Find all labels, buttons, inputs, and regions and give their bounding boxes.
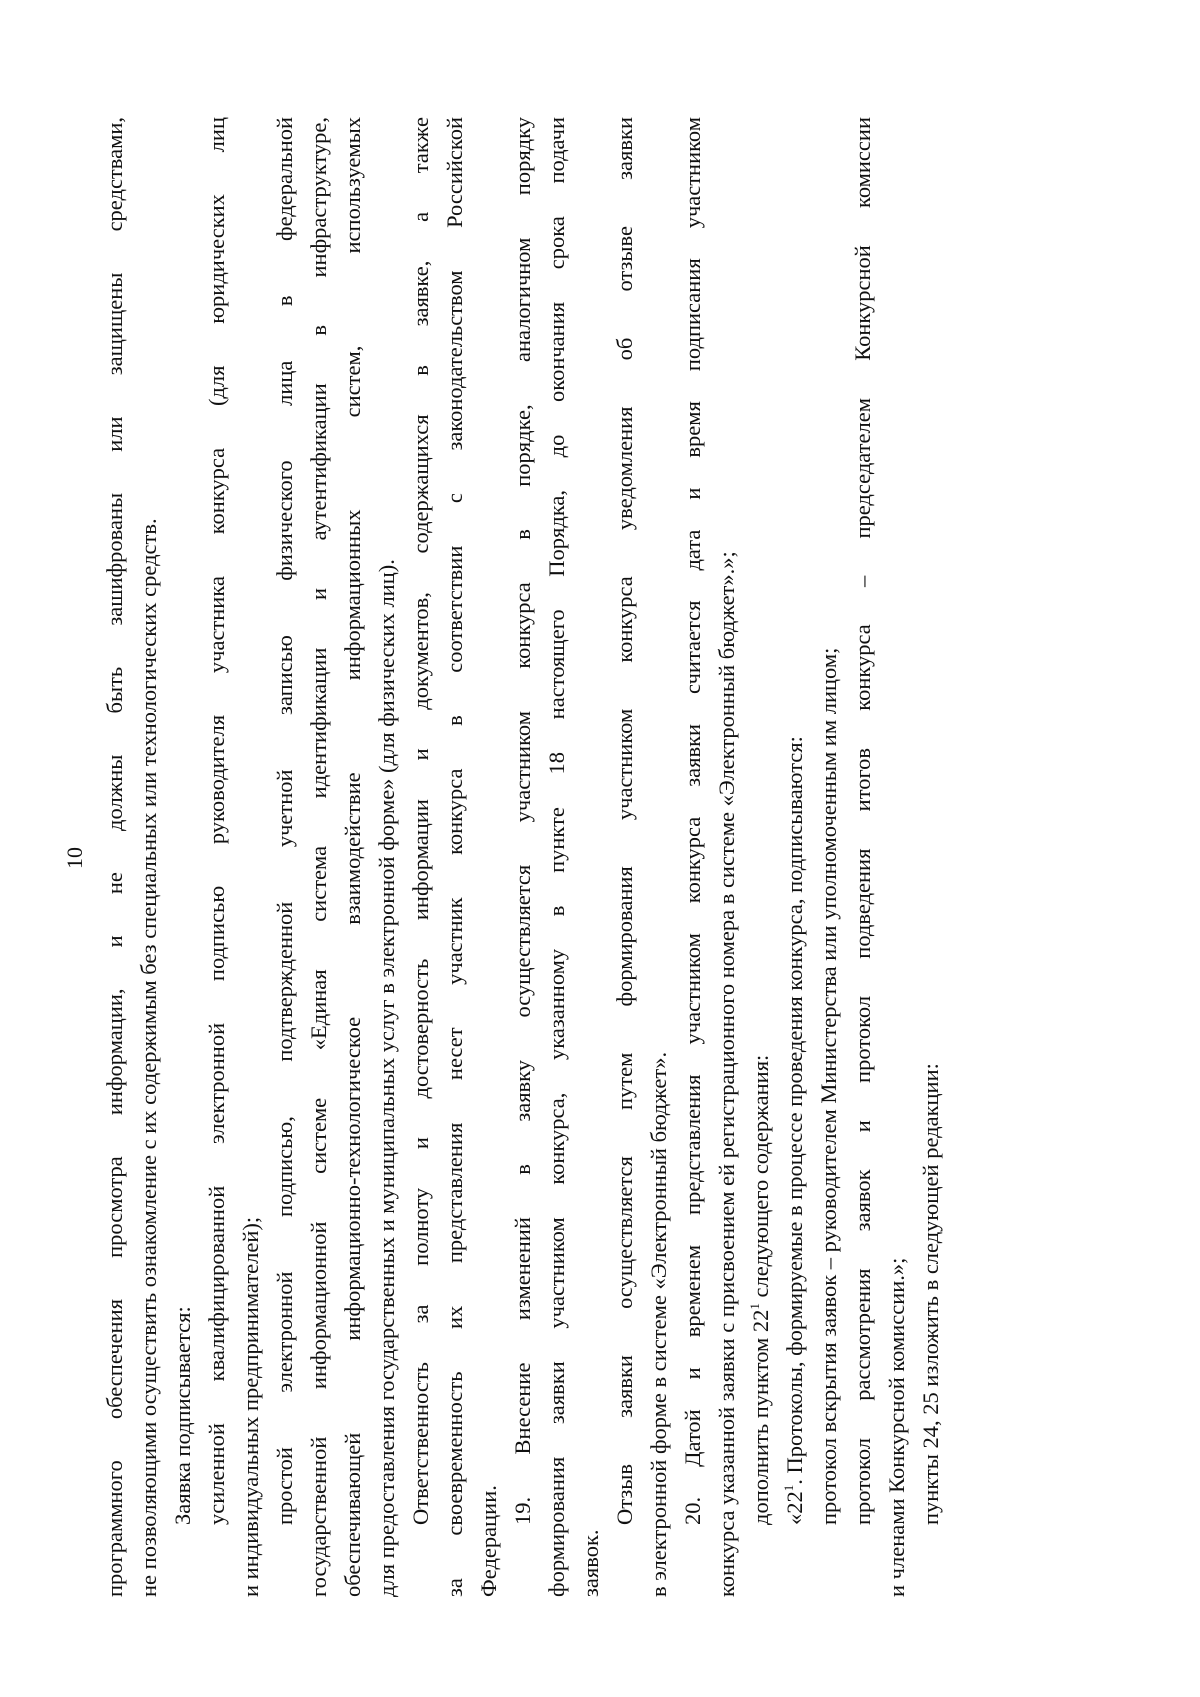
superscript: 1 (747, 1303, 762, 1310)
text-span: . Протоколы, формируемые в процессе проведения конкурса, подписываются: (782, 736, 807, 1485)
text-line (744, 1055, 778, 1525)
text-line: 20. Датой и временем представления участником конкурса заявки считается дата и время подписания участником (680, 117, 705, 1525)
text-line: Федерации. (476, 1485, 501, 1597)
text-line (778, 736, 812, 1525)
document-body (98, 77, 998, 1597)
text-line: за своевременность их представления несет участник конкурса в соответствии с законодательством Российской (442, 117, 467, 1597)
text-line: программного обеспечения просмотра информации, и не должны быть зашифрованы или защищены средствами, (102, 117, 127, 1597)
text-line: и индивидуальных предпринимателей); (238, 1216, 263, 1597)
text-span: «22 (782, 1491, 807, 1525)
text-line: заявок. (578, 1529, 603, 1597)
text-line: 19. Внесение изменений в заявку осуществляется участником конкурса в порядке, аналогичном порядку (510, 117, 535, 1525)
text-line: Ответственность за полноту и достоверность информации и документов, содержащихся в заявке, а также (408, 117, 433, 1525)
text-line: пункты 24, 25 изложить в следующей редакции: (918, 1063, 943, 1525)
text-line: не позволяющими осуществить ознакомление с их содержимым без специальных или технологических средств. (136, 518, 161, 1597)
text-line: для предоставления государственных и муниципальных услуг в электронной форме» (для физических лиц). (374, 559, 399, 1597)
text-line: Заявка подписывается: (170, 1306, 195, 1525)
text-line: конкурса указанной заявки с присвоением ей регистрационного номера в системе «Электронный бюджет».»; (714, 551, 739, 1597)
text-span: следующего содержания: (748, 1054, 773, 1298)
text-line: протокол вскрытия заявок – руководителем Министерства или уполномоченным им лицом; (816, 647, 841, 1525)
page-number: 10 (62, 847, 87, 869)
text-line: и членами Конкурсной комиссии.»; (884, 1257, 909, 1597)
text-line: обеспечивающей информационно-технологическое взаимодействие информационных систем, используемых (340, 117, 365, 1597)
text-line: протокол рассмотрения заявок и протокол подведения итогов конкурса – председателем Конкурсной комиссии (850, 117, 875, 1525)
text-line: государственной информационной системе «Единая система идентификации и аутентификации в инфраструктуре, (306, 117, 331, 1597)
text-line: усиленной квалифицированной электронной подписью руководителя участника конкурса (для юридических лиц (204, 117, 229, 1525)
superscript: 1 (781, 1484, 796, 1492)
text-line: формирования заявки участником конкурса, указанному в пункте 18 настоящего Порядка, до окончания срока подачи (544, 117, 569, 1597)
text-line: простой электронной подписью, подтвержденной учетной записью физического лица в федеральной (272, 117, 297, 1525)
text-line: Отзыв заявки осуществляется путем формирования участником конкурса уведомления об отзыве заявки (612, 117, 637, 1525)
text-line: в электронной форме в системе «Электронный бюджет». (646, 1051, 671, 1597)
text-span: дополнить пунктом 22 (748, 1309, 773, 1525)
